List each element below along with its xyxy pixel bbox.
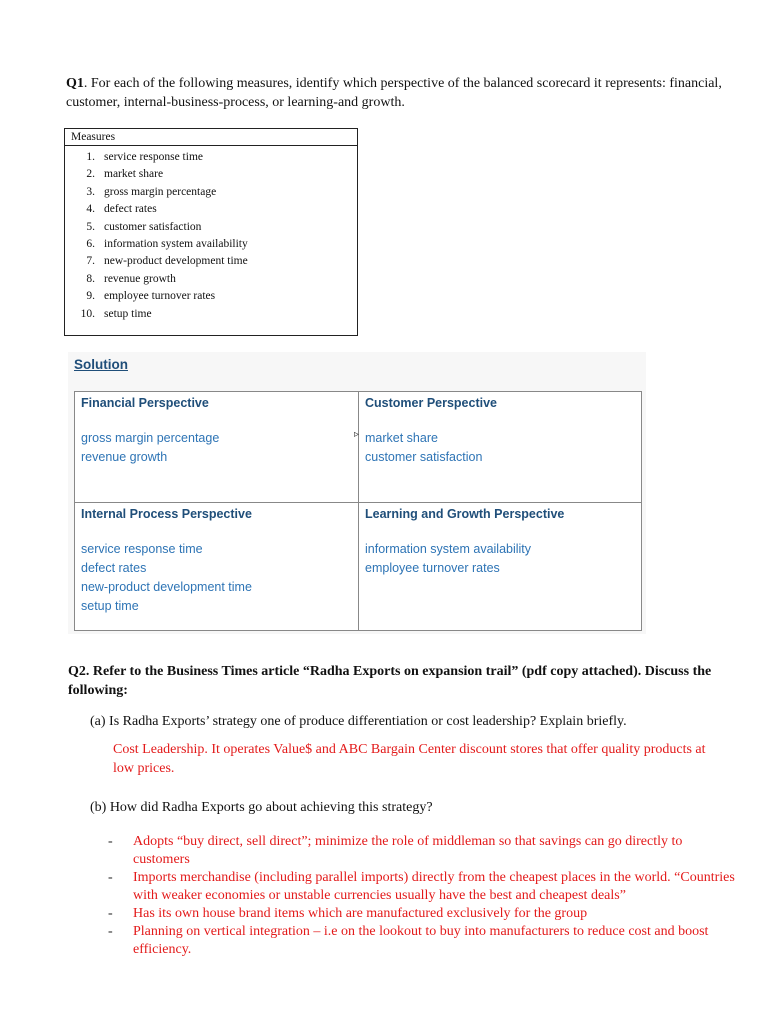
answer-2b-list bbox=[108, 833, 738, 959]
cell-internal-process bbox=[75, 503, 358, 630]
question-1-text: . For each of the following measures, identify which perspective of the balanced scorecard it represents: financial, customer, internal-business-process, or learning-and growth. bbox=[66, 76, 722, 110]
cell-heading: Financial Perspective bbox=[81, 396, 209, 410]
measures-list bbox=[65, 146, 357, 323]
question-2: Q2. Refer to the Business Times article “Radha Exports on expansion trail” (pdf copy attached). Discuss the following: bbox=[68, 664, 712, 698]
measure-item: 9. employee turnover rates bbox=[86, 290, 216, 303]
cell-item: new-product development time bbox=[81, 580, 252, 594]
cell-financial bbox=[75, 392, 358, 502]
question-2b: (b) How did Radha Exports go about achieving this strategy? bbox=[90, 800, 433, 815]
list-item: - Has its own house brand items which are manufactured exclusively for the group bbox=[108, 906, 588, 921]
cell-item: revenue growth bbox=[81, 450, 168, 464]
measure-item: 4. defect rates bbox=[86, 203, 157, 216]
cell-item: service response time bbox=[81, 542, 203, 556]
solution-title: Solution bbox=[74, 357, 128, 372]
measure-item: 8. revenue growth bbox=[86, 272, 176, 285]
cell-heading: Learning and Growth Perspective bbox=[365, 507, 565, 521]
cell-heading: Customer Perspective bbox=[365, 396, 498, 410]
cell-heading: Internal Process Perspective bbox=[81, 507, 252, 521]
list-item: - Imports merchandise (including parallel imports) directly from the cheapest places in the world. “Countries with weaker economies or unstable currencies usually have the best and cheapest deals” bbox=[108, 870, 735, 903]
answer-2a: Cost Leadership. It operates Value$ and ABC Bargain Center discount stores that offer quality products at low prices. bbox=[113, 742, 706, 776]
solution-grid bbox=[74, 391, 642, 631]
question-1-label: Q1 bbox=[66, 76, 84, 91]
cell-item: setup time bbox=[81, 599, 139, 613]
measure-item: 6. information system availability bbox=[86, 237, 248, 250]
cell-item: employee turnover rates bbox=[365, 561, 500, 575]
question-1 bbox=[66, 74, 726, 112]
list-item: - Planning on vertical integration – i.e on the lookout to buy into manufacturers to reduce cost and boost efficiency. bbox=[108, 924, 709, 957]
cell-item: market share bbox=[365, 431, 438, 445]
cell-learning-growth bbox=[359, 503, 641, 630]
cell-item: customer satisfaction bbox=[365, 450, 483, 464]
list-item: - Adopts “buy direct, sell direct”; minimize the role of middleman so that savings can go directly to customers bbox=[108, 834, 683, 867]
measures-header: Measures bbox=[65, 129, 357, 146]
measure-item: 2. market share bbox=[86, 168, 164, 181]
cell-item: gross margin percentage bbox=[81, 431, 220, 445]
cell-customer bbox=[359, 392, 641, 502]
solution-panel bbox=[68, 352, 646, 634]
measure-item: 1. service response time bbox=[86, 151, 203, 163]
question-2a: (a) Is Radha Exports’ strategy one of produce differentiation or cost leadership? Explain briefly. bbox=[90, 714, 627, 729]
measure-item: 7. new-product development time bbox=[86, 255, 248, 268]
mouse-cursor-icon: ▹ bbox=[354, 429, 360, 440]
measure-item: 5. customer satisfaction bbox=[86, 220, 202, 233]
measure-item: 3. gross margin percentage bbox=[86, 185, 217, 198]
measure-item: 10. setup time bbox=[80, 307, 152, 320]
cell-item: defect rates bbox=[81, 561, 147, 575]
measures-table bbox=[64, 128, 358, 336]
cell-item: information system availability bbox=[365, 542, 532, 556]
